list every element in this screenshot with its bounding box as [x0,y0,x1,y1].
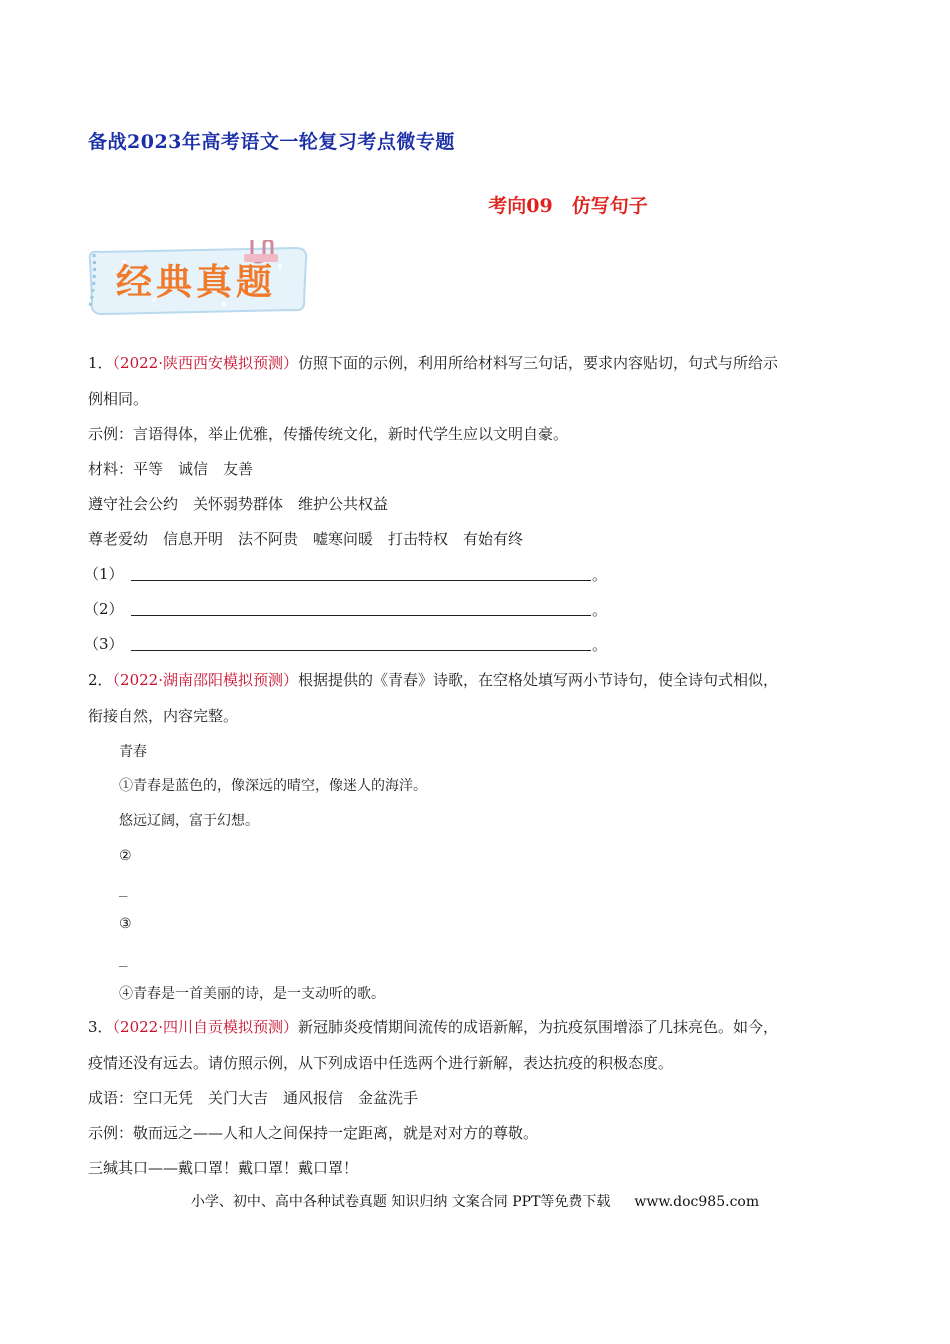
poem-mark-2: ② [119,848,132,864]
poem-line-2: 悠远辽阔，富于幻想。 [119,813,259,829]
q2-stem-line-1 [88,670,778,690]
q1-blank-2-label: （2） [84,600,124,618]
poem-line-1: ①青春是蓝色的，像深远的晴空，像迷人的海洋。 [119,778,427,794]
series-title: 备战2023年高考语文一轮复习考点微专题 [88,131,455,153]
poem-title: 青春 [119,744,147,760]
q1-blank-3-end: 。 [592,636,608,654]
footer-site-link[interactable]: www.doc985.com [634,1194,760,1210]
q1-stem-a: 仿照下面的示例，利用所给材料写三句话，要求内容贴切，句式与所给示 [298,354,779,372]
badge-graphic [84,240,314,320]
page-footer [0,1191,950,1211]
badge-text: 经典真题 [116,261,277,303]
q1-material-3: 尊老爱幼 信息开明 法不阿贵 嘘寒问暖 打击特权 有始有终 [88,530,524,548]
q3-number: 3． [88,1018,113,1036]
q3-stem-line-2: 疫情还没有远去。请仿照示例，从下列成语中任选两个进行新解，表达抗疫的积极态度。 [88,1054,674,1072]
q1-blank-2[interactable] [131,615,591,616]
q2-number: 2． [88,671,113,689]
q2-stem-a: 根据提供的《青春》诗歌，在空格处填写两小节诗句，使全诗句式相似， [298,671,779,689]
section-badge [84,240,314,320]
q1-blank-1[interactable] [131,580,591,581]
q3-example-1: 示例：敬而远之——人和人之间保持一定距离，就是对对方的尊敬。 [88,1124,539,1142]
q1-blank-1-end: 。 [592,566,608,584]
q3-idioms: 成语：空口无凭 关门大吉 通风报信 金盆洗手 [88,1089,419,1107]
q2-stem-line-2: 衔接自然，内容完整。 [88,707,239,725]
q1-blank-3[interactable] [131,650,591,651]
topic-title-text: 考向09 仿写句子 [488,195,648,217]
poem-line-4: ④青春是一首美丽的诗，是一支动听的歌。 [119,986,385,1002]
q1-blank-2-end: 。 [592,601,608,619]
topic-title [0,191,950,218]
q1-blank-1-label: （1） [84,565,124,583]
q2-source: （2022·湖南邵阳模拟预测） [112,671,298,689]
q1-material-1: 材料：平等 诚信 友善 [88,460,254,478]
q3-stem-a: 新冠肺炎疫情期间流传的成语新解，为抗疫氛围增添了几抹亮色。如今， [298,1018,779,1036]
poem-answer-blank-3[interactable]: _ [119,951,128,967]
poem-answer-blank-2[interactable]: _ [119,881,128,897]
q1-example: 示例：言语得体，举止优雅，传播传统文化，新时代学生应以文明自豪。 [88,425,569,443]
q3-stem-line-1 [88,1017,778,1037]
poem-mark-3: ③ [119,916,132,932]
q1-number: 1． [88,354,113,372]
q1-source: （2022·陕西西安模拟预测） [112,354,298,372]
q1-blank-3-label: （3） [84,635,124,653]
q1-stem-line-1 [88,353,778,373]
q3-example-2: 三缄其口——戴口罩！戴口罩！戴口罩！ [88,1159,359,1177]
footer-text: 小学、初中、高中各种试卷真题 知识归纳 文案合同 PPT等免费下载 [190,1194,611,1210]
q1-stem-line-2: 例相同。 [88,390,149,408]
q3-source: （2022·四川自贡模拟预测） [112,1018,298,1036]
q1-material-2: 遵守社会公约 关怀弱势群体 维护公共权益 [88,495,389,513]
